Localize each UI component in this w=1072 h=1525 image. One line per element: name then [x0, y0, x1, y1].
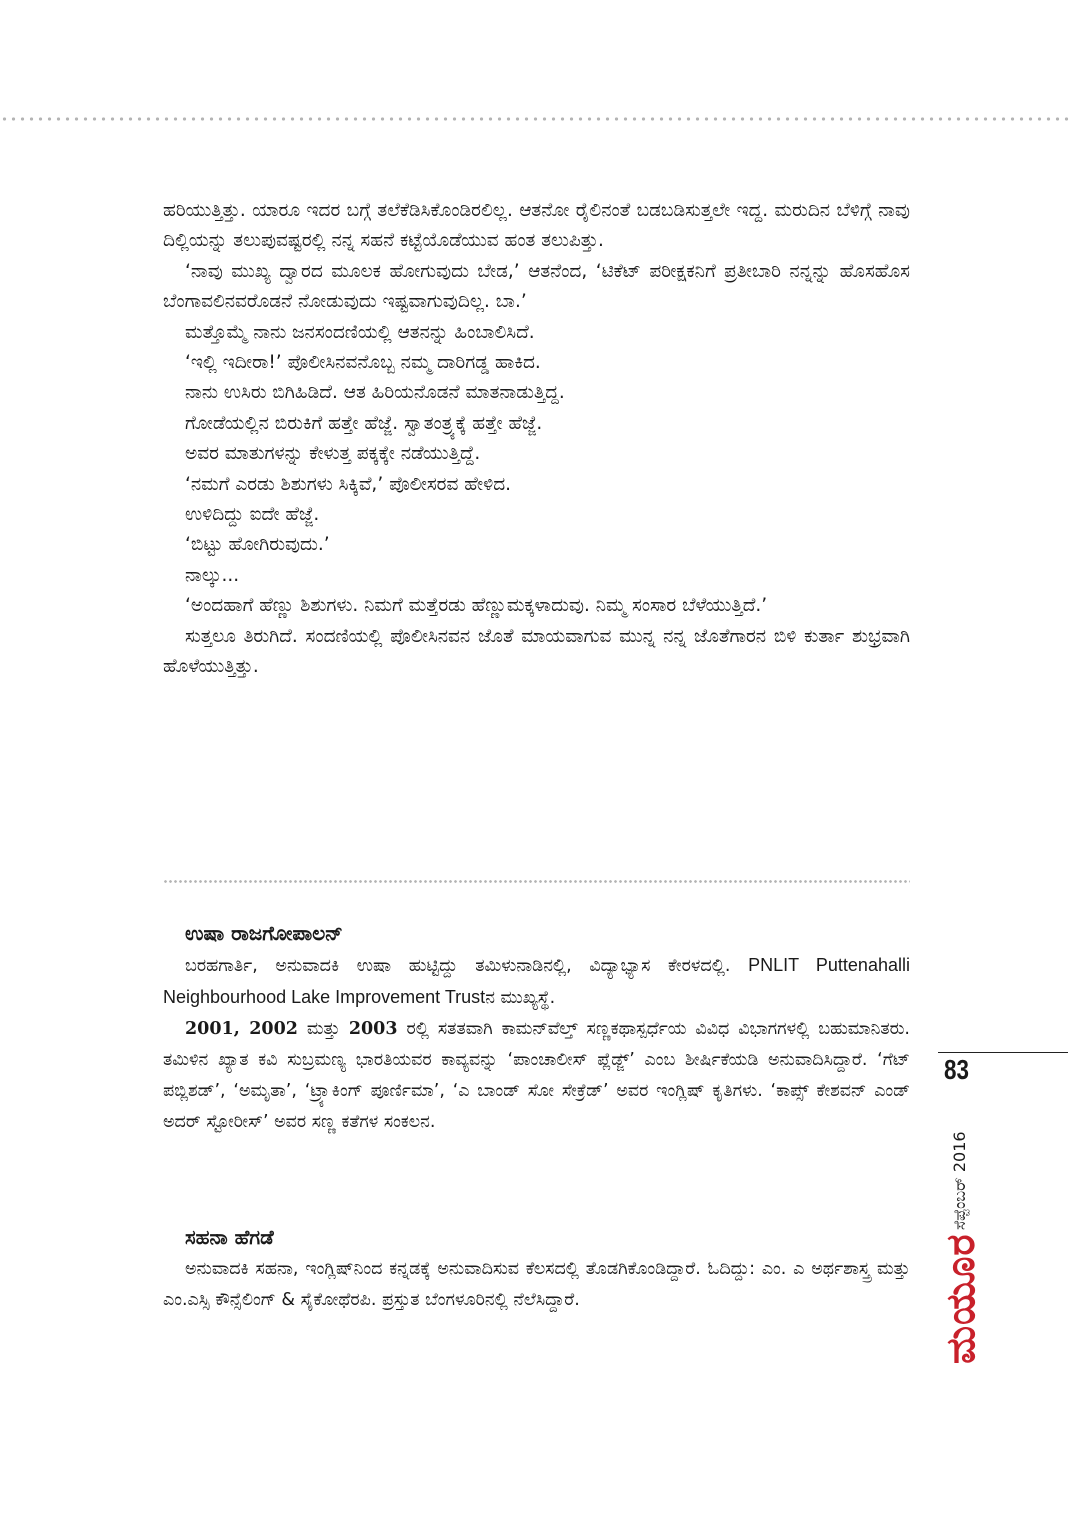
- bio-paragraph: [163, 950, 910, 1014]
- story-paragraph: ಮತ್ತೊಮ್ಮೆ ನಾನು ಜನಸಂದಣಿಯಲ್ಲಿ ಆತನನ್ನು ಹಿಂಬಾಲಿಸಿದೆ.: [185, 321, 535, 343]
- bio-text: ರಲ್ಲಿ ಸತತವಾಗಿ ಕಾಮನ್‌ವೆಲ್ತ್ ಸಣ್ಣಕಥಾಸ್ಪರ್ಧೆಯ ವಿವಿಧ ವಿಭಾಗಗಳಲ್ಲಿ ಬಹುಮಾನಿತರು. ತಮಿಳಿನ ಖ್ಯಾತ ಕವಿ ಸುಬ್ರಮಣ್ಯ ಭಾರತಿಯವರ ಕಾವ್ಯವನ್ನು ‘ಪಾಂಚಾಲೀಸ್ ಪ್ಲೆಡ್ಜ್’ ಎಂಬ ಶೀರ್ಷಿಕೆಯಡಿ ಅನುವಾದಿಸಿದ್ದಾರೆ. ‘ಗೆಟ್ ಪಬ್ಲಿಶಡ್’, ‘ಅಮೃತಾ’, ‘ಟ್ರ್ಯಾಕಿಂಗ್ ಪೂರ್ಣಿಮಾ’, ‘ಎ ಬಾಂಡ್ ಸೋ ಸೇಕ್ರೆಡ್’ ಅವರ ಇಂಗ್ಲಿಷ್ ಕೃತಿಗಳು. ‘ಕಾಪ್ಸ್ ಕೇಶವನ್ ಎಂಡ್ ಅದರ್ ಸ್ಟೋರೀಸ್’ ಅವರ ಸಣ್ಣ ಕತೆಗಳ ಸಂಕಲನ.: [163, 1019, 910, 1132]
- story-paragraph: ಅವರ ಮಾತುಗಳನ್ನು ಕೇಳುತ್ತ ಪಕ್ಕಕ್ಕೇ ನಡೆಯುತ್ತಿದ್ದೆ.: [185, 443, 481, 465]
- author-bio-usha: [163, 918, 910, 1138]
- story-paragraph: ‘ನಮಗೆ ಎರಡು ಶಿಶುಗಳು ಸಿಕ್ಕಿವೆ,’ ಪೊಲೀಸರವ ಹೇಳಿದ.: [185, 473, 512, 495]
- story-paragraph: ಸುತ್ತಲೂ ತಿರುಗಿದೆ. ಸಂದಣಿಯಲ್ಲಿ ಪೊಲೀಸಿನವನ ಜೊತೆ ಮಾಯವಾಗುವ ಮುನ್ನ ನನ್ನ ಜೊತೆಗಾರನ ಬಿಳಿ ಕುರ್ತಾ ಶುಭ್ರವಾಗಿ ಹೊಳೆಯುತ್ತಿತ್ತು.: [163, 625, 910, 678]
- page-number-rule: [938, 1052, 1068, 1053]
- story-paragraph: ಉಳಿದಿದ್ದು ಐದೇ ಹೆಜ್ಜೆ.: [185, 504, 320, 526]
- story-paragraph: ನಾನು ಉಸಿರು ಬಿಗಿಹಿಡಿದೆ. ಆತ ಹಿರಿಯನೊಡನೆ ಮಾತನಾಡುತ್ತಿದ್ದ.: [185, 382, 565, 404]
- story-paragraph: ‘ನಾವು ಮುಖ್ಯ ದ್ವಾರದ ಮೂಲಕ ಹೋಗುವುದು ಬೇಡ,’ ಆತನೆಂದ, ‘ಟಿಕೆಟ್ ಪರೀಕ್ಷಕನಿಗೆ ಪ್ರತೀಬಾರಿ ನನ್ನನ್ನು ಹೊಸಹೊಸ ಬೆಂಗಾವಲಿನವರೊಡನೆ ನೋಡುವುದು ಇಷ್ಟವಾಗುವುದಿಲ್ಲ. ಬಾ.’: [163, 260, 910, 313]
- issue-date: ಸೆಪ್ಟೆಂಬರ್ 2016: [950, 1131, 969, 1230]
- story-paragraph: ‘ಅಂದಹಾಗೆ ಹೆಣ್ಣು ಶಿಶುಗಳು. ನಿಮಗೆ ಮತ್ತೆರಡು ಹೆಣ್ಣುಮಕ್ಕಳಾದುವು. ನಿಮ್ಮ ಸಂಸಾರ ಬೆಳೆಯುತ್ತಿದೆ.’: [185, 595, 768, 617]
- story-paragraph: ‘ಇಲ್ಲಿ ಇದೀರಾ!’ ಪೊಲೀಸಿನವನೊಬ್ಬ ನಮ್ಮ ದಾರಿಗಡ್ಡ ಹಾಕಿದ.: [185, 352, 541, 374]
- story-paragraph: ಗೋಡೆಯಲ್ಲಿನ ಬಿರುಕಿಗೆ ಹತ್ತೇ ಹೆಜ್ಜೆ. ಸ್ವಾತಂತ್ರ್ಯಕ್ಕೆ ಹತ್ತೇ ಹೆಜ್ಜೆ.: [185, 412, 543, 434]
- section-divider: [163, 880, 910, 883]
- bio-paragraph: [163, 1014, 910, 1138]
- award-years: 2001, 2002: [185, 1019, 298, 1039]
- author-name: ಉಷಾ ರಾಜಗೋಪಾಲನ್: [185, 921, 343, 945]
- trust-name: PNLIT Puttenahalli Neighbourhood Lake Improvement Trust: [163, 955, 910, 1007]
- story-paragraph: ‘ಬಿಟ್ಟು ಹೋಗಿರುವುದು.’: [185, 534, 330, 556]
- bio-paragraph: ಅನುವಾದಕಿ ಸಹನಾ, ಇಂಗ್ಲಿಷ್‌ನಿಂದ ಕನ್ನಡಕ್ಕೆ ಅನುವಾದಿಸುವ ಕೆಲಸದಲ್ಲಿ ತೊಡಗಿಕೊಂಡಿದ್ದಾರೆ. ಓದಿದ್ದು: ಎಂ. ಎ ಅರ್ಥಶಾಸ್ತ್ರ ಮತ್ತು ಎಂ.ಎಸ್ಸಿ ಕೌನ್ಸೆಲಿಂಗ್ & ಸೈಕೋಥೆರಪಿ. ಪ್ರಸ್ತುತ ಬೆಂಗಳೂರಿನಲ್ಲಿ ನೆಲೆಸಿದ್ದಾರೆ.: [163, 1259, 910, 1310]
- story-paragraph: ನಾಲ್ಕು...: [185, 564, 240, 586]
- bio-text: ನ ಮುಖ್ಯಸ್ಥೆ.: [485, 988, 556, 1008]
- magazine-logo: ಮಯೂರ: [938, 1233, 984, 1364]
- top-dotted-border: [0, 117, 1072, 121]
- story-text: [163, 196, 910, 683]
- bio-text: ಬರಹಗಾರ್ತಿ, ಅನುವಾದಕಿ ಉಷಾ ಹುಟ್ಟಿದ್ದು ತಮಿಳುನಾಡಿನಲ್ಲಿ, ವಿದ್ಯಾಭ್ಯಾಸ ಕೇರಳದಲ್ಲಿ.: [185, 956, 731, 976]
- author-name: ಸಹನಾ ಹೆಗಡೆ: [185, 1225, 274, 1249]
- story-paragraph: ಹರಿಯುತ್ತಿತ್ತು. ಯಾರೂ ಇದರ ಬಗ್ಗೆ ತಲೆಕೆಡಿಸಿಕೊಂಡಿರಲಿಲ್ಲ. ಆತನೋ ರೈಲಿನಂತೆ ಬಡಬಡಿಸುತ್ತಲೇ ಇದ್ದ. ಮರುದಿನ ಬೆಳಿಗ್ಗೆ ನಾವು ದಿಲ್ಲಿಯನ್ನು ತಲುಪುವಷ್ಟರಲ್ಲಿ ನನ್ನ ಸಹನೆ ಕಟ್ಟೆಯೊಡೆಯುವ ಹಂತ ತಲುಪಿತ್ತು.: [163, 200, 910, 252]
- award-year: 2003: [348, 1019, 398, 1039]
- page-number: 83: [944, 1054, 969, 1085]
- author-bio-sahana: [163, 1222, 910, 1316]
- bio-text: ಮತ್ತು: [306, 1019, 340, 1039]
